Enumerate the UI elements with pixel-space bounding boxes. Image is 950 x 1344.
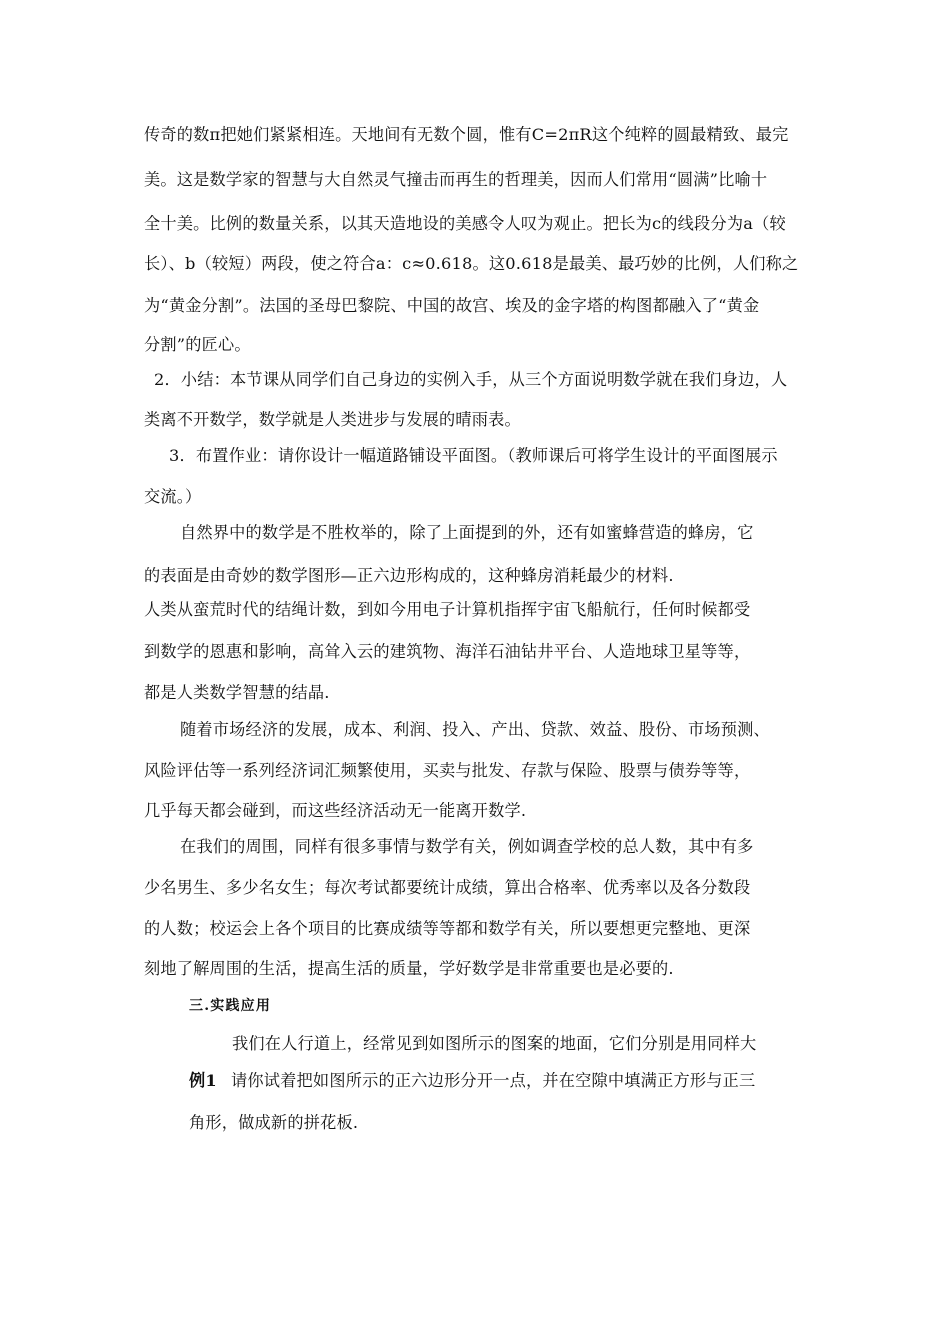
paragraph-line: 长）、b（较短）两段，使之符合a：c≈0.618。这0.618是最美、最巧妙的比例，人们称之: [144, 254, 799, 273]
paragraph-line: 刻地了解周围的生活，提高生活的质量，学好数学是非常重要也是必要的.: [144, 959, 674, 978]
paragraph-line: 几乎每天都会碰到，而这些经济活动无一能离开数学.: [144, 801, 527, 820]
paragraph-line: 的人数；校运会上各个项目的比赛成绩等等都和数学有关，所以要想更完整地、更深: [144, 919, 751, 938]
paragraph-line: 为“黄金分割”。法国的圣母巴黎院、中国的故宫、埃及的金字塔的构图都融入了“黄金: [144, 296, 760, 315]
homework-line: 3．布置作业：请你设计一幅道路铺设平面图。（教师课后可将学生设计的平面图展示: [169, 446, 778, 465]
example-label: 例1: [189, 1071, 217, 1090]
practice-line: 我们在人行道上，经常见到如图所示的图案的地面，它们分别是用同样大: [232, 1034, 757, 1053]
summary-line: 类离不开数学，数学就是人类进步与发展的晴雨表。: [144, 410, 521, 429]
example-text-continuation: 角形，做成新的拼花板.: [189, 1113, 359, 1132]
example-text: 请你试着把如图所示的正六边形分开一点，并在空隙中填满正方形与正三: [231, 1071, 756, 1090]
summary-line: 2．小结：本节课从同学们自己身边的实例入手，从三个方面说明数学就在我们身边，人: [154, 370, 788, 389]
paragraph-line: 都是人类数学智慧的结晶.: [144, 683, 330, 702]
paragraph-line: 全十美。比例的数量关系，以其天造地设的美感令人叹为观止。把长为c的线段分为a（较: [144, 214, 786, 233]
homework-line: 交流。）: [144, 487, 202, 506]
paragraph-line: 传奇的数π把她们紧紧相连。天地间有无数个圆，惟有C=2πR这个纯粹的圆最精致、最完: [144, 125, 789, 144]
paragraph-line: 的表面是由奇妙的数学图形—正六边形构成的，这种蜂房消耗最少的材料.: [144, 566, 674, 585]
section-heading: 三.实践应用: [189, 998, 272, 1014]
paragraph-line: 随着市场经济的发展，成本、利润、投入、产出、贷款、效益、股份、市场预测、: [180, 720, 770, 739]
paragraph-line: 自然界中的数学是不胜枚举的，除了上面提到的外，还有如蜜蜂营造的蜂房，它: [180, 523, 754, 542]
paragraph-line: 少名男生、多少名女生；每次考试都要统计成绩，算出合格率、优秀率以及各分数段: [144, 878, 751, 897]
paragraph-line: 在我们的周围，同样有很多事情与数学有关，例如调查学校的总人数，其中有多: [180, 837, 754, 856]
paragraph-line: 人类从蛮荒时代的结绳计数，到如今用电子计算机指挥宇宙飞船航行，任何时候都受: [144, 600, 751, 619]
paragraph-line: 风险评估等一系列经济词汇频繁使用，买卖与批发、存款与保险、股票与债券等等，: [144, 761, 751, 780]
paragraph-line: 到数学的恩惠和影响，高耸入云的建筑物、海洋石油钻井平台、人造地球卫星等等，: [144, 642, 751, 661]
paragraph-line: 分割”的匠心。: [144, 335, 251, 354]
paragraph-line: 美。这是数学家的智慧与大自然灵气撞击而再生的哲理美，因而人们常用“圆满”比喻十: [144, 170, 768, 189]
